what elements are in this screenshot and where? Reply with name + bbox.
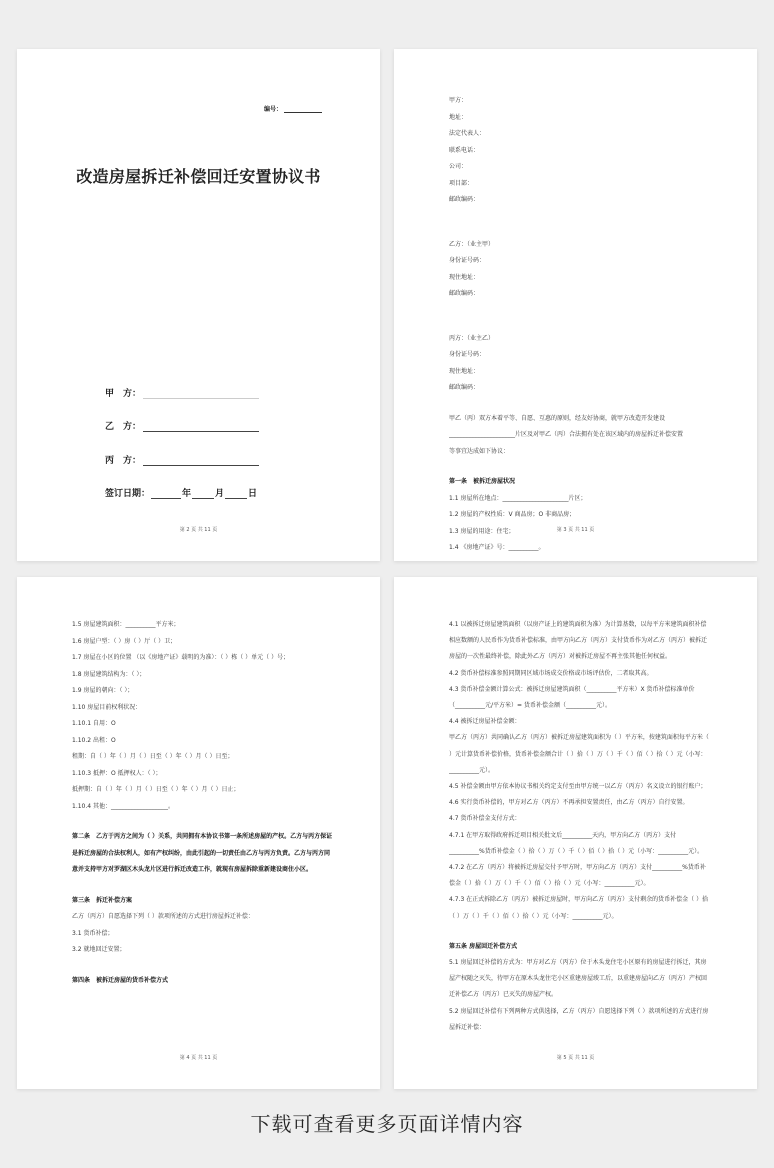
sign-date-label: 签订日期： bbox=[105, 489, 151, 499]
year-blank bbox=[151, 489, 181, 499]
text-line: 4.6 实行货币补偿的，甲方对乙方（丙方）不再承担安置责任，由乙方（丙方）自行安置。 bbox=[449, 799, 689, 807]
text-line: 3.2 就地回迁安置； bbox=[72, 946, 126, 953]
text-line: 第五条 房屋回迁补偿方式 bbox=[449, 942, 518, 950]
party-c-field bbox=[105, 453, 259, 466]
blank-line bbox=[449, 317, 711, 331]
serial-number-label: 编号： bbox=[264, 106, 283, 113]
text-line: 地址： bbox=[449, 113, 468, 121]
download-caption: 下载可查看更多页面详情内容 bbox=[250, 1112, 524, 1136]
party-b-label: 乙 方： bbox=[105, 422, 142, 432]
text-line: 5.1 房屋回迁补偿的方式为：甲方对乙方（丙方）位于木头龙住宅小区原有的房屋进行拆迁，其房屋产权随之灭失，待甲方在原木头龙住宅小区重建房屋竣工后，以重建房屋向乙方（丙方）产权回迁补偿乙方（丙方）已灭失的房屋产权。 bbox=[449, 959, 708, 999]
text-line: 邮政编码： bbox=[449, 290, 480, 297]
text-line: 抵押期：自（ ）年（ ）月（ ）日至（ ）年（ ）月（ ）日止； bbox=[72, 786, 240, 793]
page-4-body bbox=[72, 617, 334, 989]
text-line: 第四条 被拆迁房屋的货币补偿方式 bbox=[72, 976, 169, 984]
text-line: 1.10 房屋目前权利状况： bbox=[72, 703, 142, 711]
party-a-field bbox=[105, 386, 259, 399]
page-footer: 第 5 页 共 11 页 bbox=[556, 1055, 595, 1061]
month-blank bbox=[192, 489, 214, 499]
text-line: 第一条 被拆迁房屋状况 bbox=[449, 478, 516, 485]
text-line: 甲方： bbox=[449, 97, 468, 104]
text-line: 乙方：（业主甲） bbox=[449, 240, 495, 248]
text-line: 1.5 房屋建筑面积：__________平方米； bbox=[72, 621, 180, 628]
month-label: 月 bbox=[215, 489, 225, 499]
text-line: 邮政编码： bbox=[449, 384, 480, 391]
blank-line bbox=[72, 879, 334, 893]
text-line: 甲乙方（丙方）共同确认乙方（丙方）被拆迁房屋建筑面积为（ ）平方米，按建筑面积每平方米（ ）元计算货币补偿价格，货币补偿金额合计（ ）拾（ ）万（ ）千（ ）佰（ ）拾（ ）元（小写：__________元）。 bbox=[449, 734, 709, 774]
page-footer: 第 3 页 共 11 页 bbox=[556, 527, 595, 533]
text-line: 4.1 以被拆迁房屋建筑面积（以房产证上的建筑面积为准）为计算基数，以每平方米建筑面积补偿相应数额的人民币作为货币补偿标准，由甲方向乙方（丙方）支付货币作为对乙方（丙方）被拆迁房屋的一次性最终补偿，除此外乙方（丙方）对被拆迁房屋不再主张其他任何权益。 bbox=[449, 621, 708, 661]
text-line: 1.1 房屋所在地点：______________________片区； bbox=[449, 494, 587, 502]
document-title: 改造房屋拆迁补偿回迁安置协议书 bbox=[76, 167, 321, 186]
text-line: 1.6 房屋户型：（ ）房（ ）厅（ ）卫； bbox=[72, 637, 177, 645]
text-line: 4.4 被拆迁房屋补偿金额： bbox=[449, 718, 521, 726]
text-line: 1.9 房屋的朝向：（ ）； bbox=[72, 687, 134, 694]
text-line: 4.7.2 在乙方（丙方）将被拆迁房屋交付予甲方时，甲方向乙方（丙方）支付__________%货币补偿金（ ）拾（ ）万（ ）千（ ）佰（ ）拾（ ）元（小写：__________元）。 bbox=[449, 864, 706, 888]
text-line: 法定代表人： bbox=[449, 130, 486, 137]
text-line: 1.2 房屋的产权性质：V 商品房；O 非商品房； bbox=[449, 511, 576, 518]
text-line: 1.3 房屋的用途：住宅； bbox=[449, 527, 515, 535]
text-line: 4.5 补偿金额由甲方依本协议书相关约定支付至由甲方统一以乙方（丙方）名义设立的银行账户； bbox=[449, 783, 707, 791]
party-c-blank bbox=[143, 456, 259, 466]
text-line: ______________________片区及对甲乙（丙）合法拥有处在该区域内的房屋拆迁补偿安置 bbox=[449, 431, 684, 438]
text-line: 1.10.1 自用：O bbox=[72, 720, 116, 727]
text-line: 现住地址： bbox=[449, 273, 480, 281]
serial-number-field bbox=[264, 104, 322, 113]
blank-line bbox=[72, 815, 334, 829]
text-line: 租期：自（ ）年（ ）月（ ）日至（ ）年（ ）月（ ）日至； bbox=[72, 753, 234, 760]
text-line: 5.2 房屋回迁补偿有下列两种方式供选择，乙方（丙方）自愿选择下列（ ）款项所述的方式进行房屋拆迁补偿： bbox=[449, 1007, 709, 1031]
blank-line bbox=[449, 223, 711, 237]
text-line: 甲乙（丙）双方本着平等、自愿、互惠的原则，经友好协商，就甲方改造开发建设 bbox=[449, 414, 666, 422]
text-line: 4.2 货币补偿标准参照同期同区域市场成交价格或市场评估价，二者取其高。 bbox=[449, 669, 653, 677]
party-a-label: 甲 方： bbox=[105, 389, 142, 399]
blank-line bbox=[449, 303, 711, 317]
text-line: 项目部： bbox=[449, 179, 474, 187]
text-line: 乙方（丙方）自愿选择下列（ ）款项所述的方式进行房屋拆迁补偿： bbox=[72, 913, 254, 920]
day-blank bbox=[225, 489, 247, 499]
blank-line bbox=[72, 959, 334, 973]
page-footer: 第 4 页 共 11 页 bbox=[179, 1055, 218, 1061]
page-5-body bbox=[449, 617, 711, 1036]
document-page-4 bbox=[17, 577, 380, 1089]
text-line: 1.10.3 抵押：O 抵押权人：（ ）； bbox=[72, 769, 162, 777]
blank-line bbox=[449, 460, 711, 474]
party-a-blank bbox=[143, 389, 259, 399]
sign-date-field bbox=[105, 486, 257, 499]
party-b-field bbox=[105, 419, 259, 432]
document-page-3 bbox=[394, 49, 757, 561]
document-page-5 bbox=[394, 577, 757, 1089]
text-line: 第二条 乙方于丙方之间为（ ）关系，共同拥有本协议书第一条所述房屋的产权。乙方与丙方保证是拆迁房屋的合法权利人，如有产权纠纷，由此引起的一切责任由乙方与丙方负责。乙方与丙方同意并支持甲方对罗湖区木头龙片区进行拆迁改造工作，就现有房屋拆除重新建设商住小区。 bbox=[72, 833, 333, 873]
blank-line bbox=[449, 925, 711, 939]
document-page-2 bbox=[17, 49, 380, 561]
text-line: 身份证号码： bbox=[449, 351, 486, 358]
text-line: 丙方：（业主乙） bbox=[449, 334, 495, 342]
text-line: 第三条 拆迁补偿方案 bbox=[72, 896, 133, 904]
text-line: 4.7.1 在甲方取得政府拆迁项目相关批文后__________天内，甲方向乙方（丙方）支付__________%货币补偿金（ ）拾（ ）万（ ）千（ ）佰（ ）拾（ ）元（小写：__________元）。 bbox=[449, 831, 704, 855]
text-line: 等事宜达成如下协议： bbox=[449, 447, 510, 455]
text-line: 4.7.3 在正式拆除乙方（丙方）被拆迁房屋时，甲方向乙方（丙方）支付剩余的货币补偿金（ ）拾（ ）万（ ）千（ ）佰（ ）拾（ ）元（小写：__________元）。 bbox=[449, 896, 709, 920]
blank-line bbox=[449, 397, 711, 411]
text-line: 4.7 货币补偿金支付方式： bbox=[449, 815, 521, 823]
page-3-body bbox=[449, 93, 711, 557]
text-line: 现住地址： bbox=[449, 367, 480, 375]
text-line: 1.10.2 出租：O bbox=[72, 736, 116, 744]
text-line: 1.8 房屋建筑结构为：（ ）； bbox=[72, 670, 146, 678]
text-line: 1.10.4 其他：___________________。 bbox=[72, 802, 174, 810]
text-line: 公司： bbox=[449, 163, 468, 170]
page-footer: 第 2 页 共 11 页 bbox=[179, 527, 218, 533]
year-label: 年 bbox=[182, 489, 192, 499]
party-b-blank bbox=[143, 422, 259, 432]
text-line: 联系电话： bbox=[449, 146, 480, 154]
text-line: 1.4 《房地产证》号：__________。 bbox=[449, 544, 545, 551]
text-line: 3.1 货币补偿； bbox=[72, 929, 114, 937]
text-line: 4.3 货币补偿金额计算公式：被拆迁房屋建筑面积（__________平方米）X 货币补偿标准单价（__________元/平方米）= 货币补偿金额（__________元）。 bbox=[449, 685, 695, 710]
party-c-label: 丙 方： bbox=[105, 456, 142, 466]
text-line: 1.7 房屋在小区的位置 （以《房地产证》载明的为准）：（ ）栋（ ）单元（ ）号； bbox=[72, 654, 290, 661]
serial-number-blank bbox=[284, 106, 322, 113]
text-line: 身份证号码： bbox=[449, 257, 486, 264]
blank-line bbox=[449, 209, 711, 223]
text-line: 邮政编码： bbox=[449, 196, 480, 203]
day-label: 日 bbox=[248, 489, 258, 499]
